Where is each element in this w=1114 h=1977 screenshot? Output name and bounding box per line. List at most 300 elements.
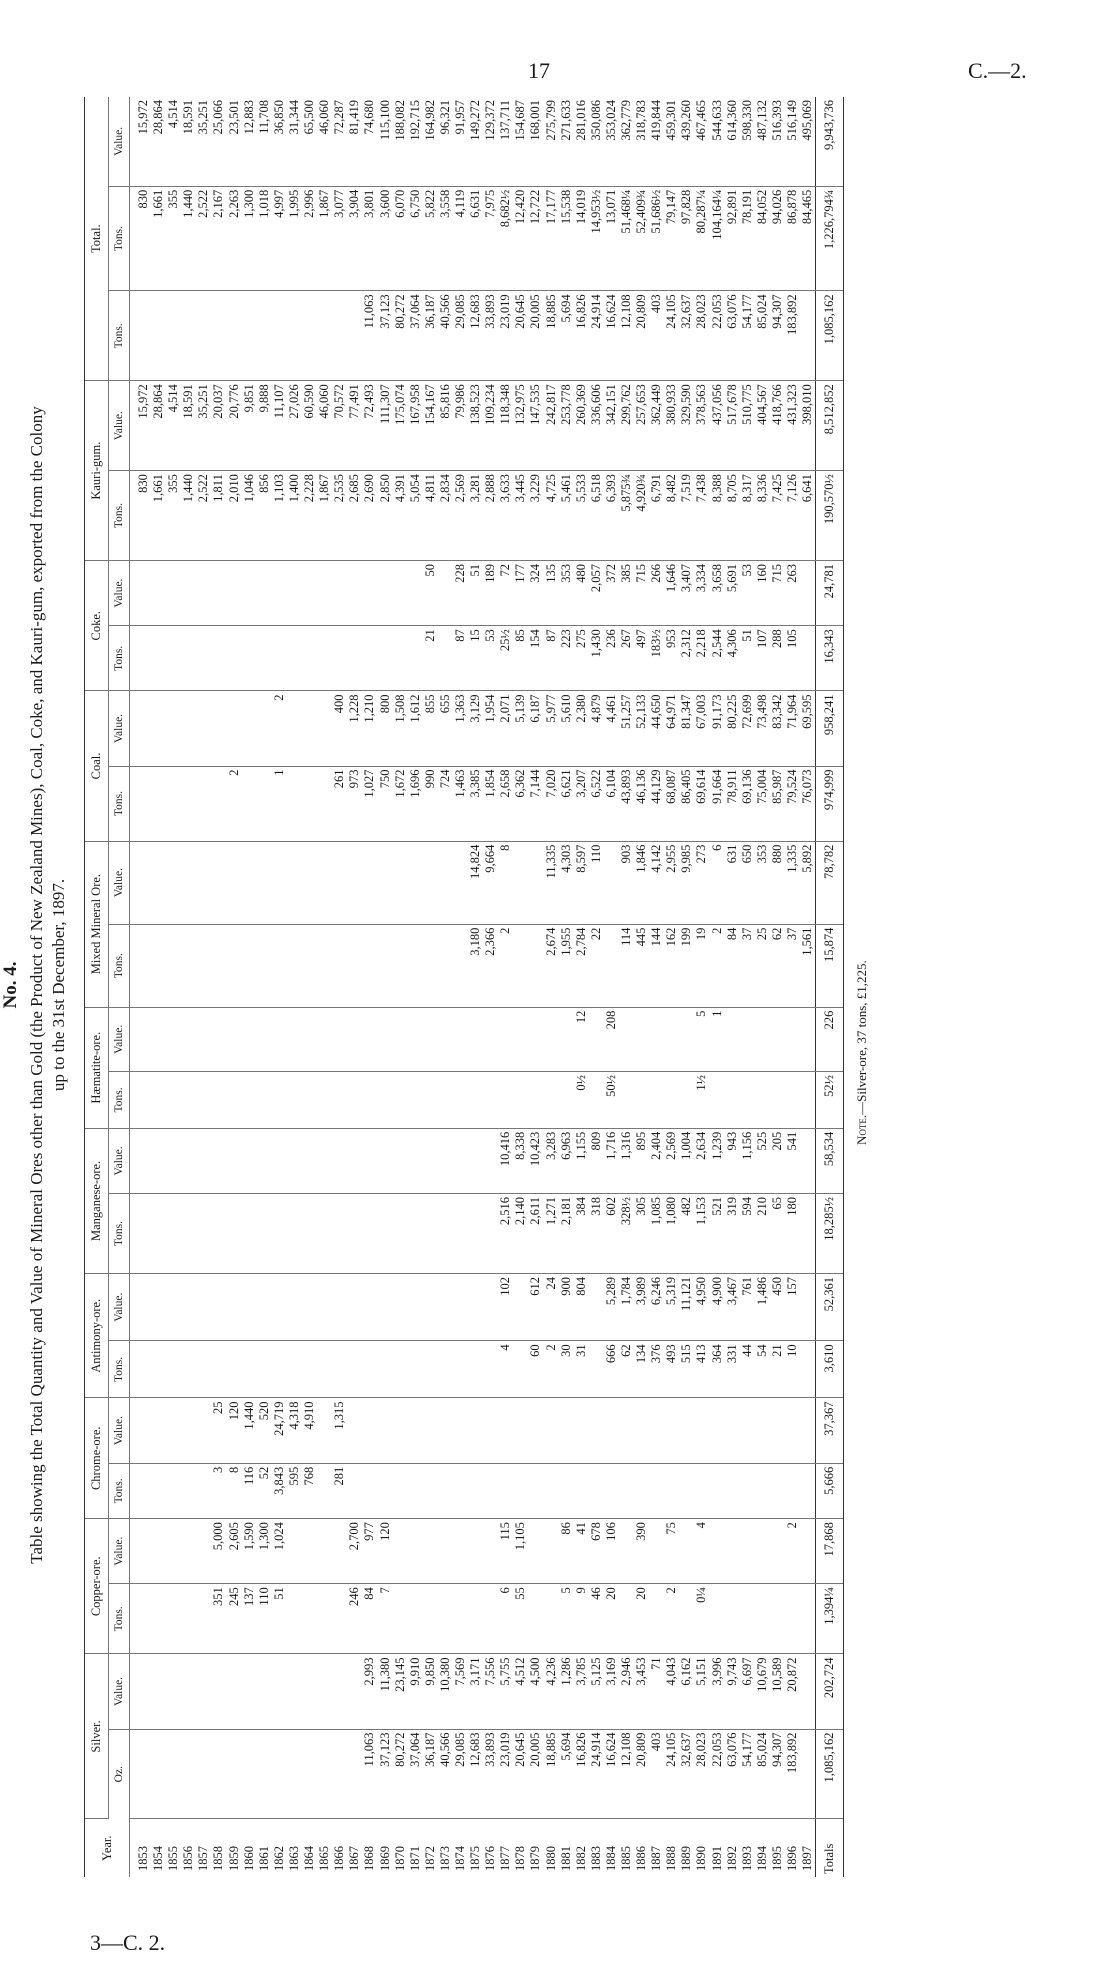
- value-cell: [227, 1274, 242, 1341]
- group-header: Mixed Mineral Ore.: [85, 841, 109, 1007]
- value-cell: [302, 691, 317, 766]
- value-cell: [423, 924, 438, 1007]
- value-cell: [408, 1341, 423, 1398]
- value-cell: 16,826: [574, 1729, 589, 1819]
- value-cell: 8,705: [725, 471, 740, 561]
- value-cell: 205: [770, 1128, 785, 1193]
- value-cell: [272, 561, 287, 626]
- value-cell: [242, 1007, 257, 1071]
- group-header: Silver.: [85, 1654, 109, 1819]
- value-cell: [332, 1194, 347, 1274]
- value-cell: 3,407: [679, 561, 694, 626]
- value-cell: 55: [513, 1584, 528, 1654]
- oz-header: Oz.: [109, 1729, 130, 1819]
- value-cell: [679, 1398, 694, 1463]
- value-cell: 154: [528, 626, 543, 691]
- value-cell: [151, 1274, 166, 1341]
- value-cell: [755, 1584, 770, 1654]
- value-cell: [679, 1463, 694, 1518]
- value-cell: [438, 1463, 453, 1518]
- value-cell: [378, 1194, 393, 1274]
- table-row: [664, 97, 679, 1877]
- total-cell: 18,285½: [816, 1194, 844, 1274]
- value-cell: 72: [498, 561, 513, 626]
- value-cell: [196, 841, 211, 924]
- value-cell: [181, 1584, 196, 1654]
- value-cell: 106: [604, 1519, 619, 1584]
- value-cell: 144: [649, 924, 664, 1007]
- value-cell: [528, 1007, 543, 1071]
- value-cell: [166, 291, 181, 381]
- value-cell: [227, 841, 242, 924]
- value-cell: 147,535: [528, 381, 543, 471]
- tons-header: Tons.: [109, 1194, 130, 1274]
- value-cell: 1,590: [242, 1519, 257, 1584]
- value-cell: 2,366: [483, 924, 498, 1007]
- value-cell: 1,004: [679, 1128, 694, 1193]
- value-cell: [800, 1194, 816, 1274]
- rotated-table-region: [0, 65, 1100, 1905]
- value-cell: [725, 1463, 740, 1518]
- value-cell: 364: [710, 1341, 725, 1398]
- value-cell: [589, 1007, 604, 1071]
- value-cell: 32,637: [679, 291, 694, 381]
- value-cell: 3,207: [574, 766, 589, 841]
- value-cell: [227, 626, 242, 691]
- value-cell: 482: [679, 1194, 694, 1274]
- value-cell: 525: [755, 1128, 770, 1193]
- value-cell: 655: [438, 691, 453, 766]
- value-cell: [272, 291, 287, 381]
- value-cell: 4,306: [725, 626, 740, 691]
- value-cell: [513, 1274, 528, 1341]
- value-cell: 51: [740, 626, 755, 691]
- value-cell: 14,019: [574, 186, 589, 291]
- value-cell: 2,674: [544, 924, 559, 1007]
- value-cell: [589, 1398, 604, 1463]
- value-cell: 91,664: [710, 766, 725, 841]
- tons-header: Tons.: [109, 1341, 130, 1398]
- value-cell: 3,558: [438, 186, 453, 291]
- value-cell: 25½: [498, 626, 513, 691]
- value-cell: 594: [740, 1194, 755, 1274]
- value-cell: [393, 924, 408, 1007]
- value-cell: [257, 1128, 272, 1193]
- table-row: [453, 97, 468, 1877]
- value-cell: [227, 561, 242, 626]
- value-cell: [453, 1194, 468, 1274]
- value-cell: [272, 1128, 287, 1193]
- value-cell: 1,846: [634, 841, 649, 924]
- value-cell: [393, 1519, 408, 1584]
- value-cell: [664, 1072, 679, 1129]
- value-cell: 1,508: [393, 691, 408, 766]
- value-cell: [130, 1519, 152, 1584]
- total-cell: 9,943,736: [816, 97, 844, 186]
- value-cell: 22,053: [710, 291, 725, 381]
- value-cell: [166, 924, 181, 1007]
- value-cell: 65: [770, 1194, 785, 1274]
- value-cell: [679, 1584, 694, 1654]
- value-cell: 260,369: [574, 381, 589, 471]
- value-cell: 5,875¾: [619, 471, 634, 561]
- value-cell: 78,911: [725, 766, 740, 841]
- value-cell: 2: [227, 766, 242, 841]
- value-cell: 650: [740, 841, 755, 924]
- value-cell: 3,658: [710, 561, 725, 626]
- value-cell: 41: [574, 1519, 589, 1584]
- value-cell: [317, 1398, 332, 1463]
- value-cell: [438, 561, 453, 626]
- value-cell: 245: [227, 1584, 242, 1654]
- value-cell: 6,070: [393, 186, 408, 291]
- value-cell: [710, 1519, 725, 1584]
- value-cell: [694, 1463, 709, 1518]
- value-cell: 228: [453, 561, 468, 626]
- value-cell: 2,955: [664, 841, 679, 924]
- table-row: [589, 97, 604, 1877]
- table-row: [604, 97, 619, 1877]
- value-cell: [196, 1584, 211, 1654]
- value-cell: [151, 1463, 166, 1518]
- value-cell: [227, 924, 242, 1007]
- value-cell: [317, 1128, 332, 1193]
- value-cell: 15,972: [130, 381, 152, 471]
- value-cell: 9: [574, 1584, 589, 1654]
- value-cell: [362, 1128, 377, 1193]
- value-cell: 51: [468, 561, 483, 626]
- value-cell: [619, 1007, 634, 1071]
- value-cell: 1,561: [800, 924, 816, 1007]
- value-cell: 10,423: [528, 1128, 543, 1193]
- value-cell: [453, 1584, 468, 1654]
- value-cell: [740, 1519, 755, 1584]
- value-cell: [257, 1274, 272, 1341]
- value-cell: 102: [498, 1274, 513, 1341]
- value-cell: [242, 1128, 257, 1193]
- value-cell: 84,465: [800, 186, 816, 291]
- value-cell: [453, 924, 468, 1007]
- value-cell: 419,844: [649, 97, 664, 186]
- year-cell: 1868: [362, 1846, 377, 1871]
- value-cell: [130, 1729, 152, 1819]
- value-cell: 67,003: [694, 691, 709, 766]
- value-cell: [242, 1274, 257, 1341]
- value-cell: [130, 924, 152, 1007]
- value-cell: 1,646: [664, 561, 679, 626]
- value-cell: [393, 1128, 408, 1193]
- value-cell: [130, 1007, 152, 1071]
- totals-row: [816, 97, 844, 1877]
- value-cell: [332, 1072, 347, 1129]
- value-cell: 20,005: [528, 291, 543, 381]
- value-cell: 612: [528, 1274, 543, 1341]
- value-cell: 160: [755, 561, 770, 626]
- value-cell: 6: [710, 841, 725, 924]
- value-cell: 51: [272, 1584, 287, 1654]
- value-cell: [393, 1007, 408, 1071]
- value-cell: 263: [785, 561, 800, 626]
- total-cell: 202,724: [816, 1654, 844, 1729]
- value-cell: [423, 1519, 438, 1584]
- value-cell: 2,380: [574, 691, 589, 766]
- value-cell: 1,661: [151, 471, 166, 561]
- table-row: [317, 97, 332, 1877]
- value-cell: 132,975: [513, 381, 528, 471]
- value-cell: [362, 841, 377, 924]
- value-cell: 24,914: [589, 1729, 604, 1819]
- value-cell: [710, 1072, 725, 1129]
- value-cell: 342,151: [604, 381, 619, 471]
- value-cell: [302, 1072, 317, 1129]
- value-cell: 114: [619, 924, 634, 1007]
- value-cell: [130, 691, 152, 766]
- value-cell: 22,053: [710, 1729, 725, 1819]
- value-cell: [362, 1007, 377, 1071]
- value-cell: 94,026: [770, 186, 785, 291]
- table-row: [619, 97, 634, 1877]
- value-cell: 9,910: [408, 1654, 423, 1729]
- tons-header: Tons.: [109, 924, 130, 1007]
- value-cell: 11,063: [362, 291, 377, 381]
- value-cell: [242, 561, 257, 626]
- value-cell: 2,569: [453, 471, 468, 561]
- value-cell: 3,281: [468, 471, 483, 561]
- value-cell: 275,799: [544, 97, 559, 186]
- value-cell: 199: [679, 924, 694, 1007]
- value-cell: [393, 1584, 408, 1654]
- value-cell: 8,317: [740, 471, 755, 561]
- sub-header-row: [109, 97, 130, 1877]
- value-cell: [287, 924, 302, 1007]
- value-cell: 2,993: [362, 1654, 377, 1729]
- total-cell: 15,874: [816, 924, 844, 1007]
- value-cell: 2,690: [362, 471, 377, 561]
- value-cell: 84: [725, 924, 740, 1007]
- value-cell: [151, 691, 166, 766]
- value-cell: [362, 1072, 377, 1129]
- value-cell: 809: [589, 1128, 604, 1193]
- value-cell: 355: [166, 471, 181, 561]
- table-row: [528, 97, 543, 1877]
- value-cell: [272, 1341, 287, 1398]
- value-cell: 1,153: [694, 1194, 709, 1274]
- value-cell: 63,076: [725, 291, 740, 381]
- value-cell: [362, 924, 377, 1007]
- value-cell: 380,933: [664, 381, 679, 471]
- value-cell: 318: [589, 1194, 604, 1274]
- value-cell: [196, 1654, 211, 1729]
- value-cell: 400: [332, 691, 347, 766]
- value-cell: 281,016: [574, 97, 589, 186]
- total-cell: 16,343: [816, 626, 844, 691]
- value-cell: 413: [694, 1341, 709, 1398]
- value-cell: [151, 1007, 166, 1071]
- value-cell: 33,893: [483, 291, 498, 381]
- value-cell: [181, 1341, 196, 1398]
- value-cell: [166, 1341, 181, 1398]
- value-cell: [423, 1128, 438, 1193]
- year-cell: 1858: [211, 1846, 226, 1871]
- year-cell: 1887: [649, 1846, 664, 1871]
- value-cell: [302, 1341, 317, 1398]
- value-cell: 1,316: [619, 1128, 634, 1193]
- value-cell: [483, 1584, 498, 1654]
- value-header: Value.: [109, 381, 130, 471]
- value-cell: [393, 841, 408, 924]
- value-cell: 1,811: [211, 471, 226, 561]
- value-cell: [378, 1072, 393, 1129]
- value-cell: 208: [604, 1007, 619, 1071]
- value-cell: 598,330: [740, 97, 755, 186]
- value-cell: [378, 1398, 393, 1463]
- value-cell: 20,776: [227, 381, 242, 471]
- value-cell: 2: [272, 691, 287, 766]
- value-cell: 1½: [694, 1072, 709, 1129]
- value-cell: 76,073: [800, 766, 816, 841]
- value-cell: [544, 1584, 559, 1654]
- value-cell: 72,699: [740, 691, 755, 766]
- year-cell: 1880: [543, 1846, 558, 1871]
- value-cell: [302, 841, 317, 924]
- table-title: [26, 65, 70, 1905]
- total-cell: 1,085,162: [816, 291, 844, 381]
- value-cell: 53: [483, 626, 498, 691]
- value-cell: 68,087: [664, 766, 679, 841]
- value-cell: 715: [770, 561, 785, 626]
- value-cell: [438, 1398, 453, 1463]
- value-cell: 36,187: [423, 1729, 438, 1819]
- value-cell: 20,645: [513, 291, 528, 381]
- value-cell: 18,885: [544, 291, 559, 381]
- value-cell: 1,228: [347, 691, 362, 766]
- value-cell: [393, 1194, 408, 1274]
- value-cell: [755, 1398, 770, 1463]
- value-cell: 80,272: [393, 1729, 408, 1819]
- value-cell: [166, 1463, 181, 1518]
- value-cell: [166, 1128, 181, 1193]
- value-cell: 480: [574, 561, 589, 626]
- value-cell: 318,783: [634, 97, 649, 186]
- value-cell: [347, 1341, 362, 1398]
- year-cell: 1897: [800, 1846, 815, 1871]
- year-cell: 1854: [151, 1846, 166, 1871]
- value-cell: 8: [498, 841, 513, 924]
- value-cell: 60: [528, 1341, 543, 1398]
- value-cell: 517,678: [725, 381, 740, 471]
- table-row: [649, 97, 664, 1877]
- value-cell: 520: [257, 1398, 272, 1463]
- value-cell: 2,516: [498, 1194, 513, 1274]
- value-cell: 167,958: [408, 381, 423, 471]
- value-cell: [347, 841, 362, 924]
- year-cell: 1853: [136, 1846, 150, 1871]
- value-cell: [211, 1072, 226, 1129]
- value-cell: [468, 1072, 483, 1129]
- value-cell: [257, 766, 272, 841]
- value-cell: [513, 924, 528, 1007]
- value-cell: 3,171: [468, 1654, 483, 1729]
- value-cell: 5,289: [604, 1274, 619, 1341]
- table-row: [287, 97, 302, 1877]
- value-cell: 19: [694, 924, 709, 1007]
- value-cell: [287, 1072, 302, 1129]
- value-cell: 86: [559, 1519, 574, 1584]
- table-row: [302, 97, 317, 1877]
- value-cell: [453, 841, 468, 924]
- value-cell: [181, 291, 196, 381]
- value-cell: 903: [619, 841, 634, 924]
- value-cell: [378, 1128, 393, 1193]
- value-cell: [181, 924, 196, 1007]
- table-title-sub: up to the 31st December, 1897.: [49, 878, 68, 1092]
- value-cell: [166, 691, 181, 766]
- value-cell: [393, 1072, 408, 1129]
- value-cell: 3,600: [378, 186, 393, 291]
- value-cell: 71: [649, 1654, 664, 1729]
- value-cell: 69,136: [740, 766, 755, 841]
- year-cell: 1878: [513, 1846, 528, 1871]
- value-cell: 4: [498, 1341, 513, 1398]
- value-cell: 4,512: [513, 1654, 528, 1729]
- value-cell: [393, 1274, 408, 1341]
- value-cell: 12: [574, 1007, 589, 1071]
- value-cell: 4,920¾: [634, 471, 649, 561]
- year-cell: 1875: [468, 1846, 483, 1871]
- value-cell: 4,879: [589, 691, 604, 766]
- value-cell: [287, 1584, 302, 1654]
- year-cell: 1867: [347, 1846, 362, 1871]
- value-cell: [694, 1398, 709, 1463]
- value-cell: [408, 561, 423, 626]
- value-cell: [302, 1007, 317, 1071]
- value-cell: 467,465: [694, 97, 709, 186]
- value-cell: 3,453: [634, 1654, 649, 1729]
- year-cell: 1883: [588, 1846, 603, 1871]
- value-cell: [438, 1341, 453, 1398]
- year-header: Year.: [85, 1819, 130, 1877]
- value-cell: [196, 1274, 211, 1341]
- value-cell: 74,680: [362, 97, 377, 186]
- value-cell: [544, 1463, 559, 1518]
- value-cell: 79,524: [785, 766, 800, 841]
- value-cell: 3,445: [513, 471, 528, 561]
- value-cell: [151, 561, 166, 626]
- value-cell: 51,686½: [649, 186, 664, 291]
- value-cell: 715: [634, 561, 649, 626]
- value-cell: 5,610: [559, 691, 574, 766]
- value-cell: 12,883: [242, 97, 257, 186]
- value-cell: [800, 561, 816, 626]
- total-cell: 1,085,162: [816, 1729, 844, 1819]
- value-cell: 305: [634, 1194, 649, 1274]
- value-cell: 246: [347, 1584, 362, 1654]
- value-cell: 120: [378, 1519, 393, 1584]
- year-cell: 1856: [181, 1846, 196, 1871]
- value-cell: 1,286: [559, 1654, 574, 1729]
- value-cell: 351: [211, 1584, 226, 1654]
- value-cell: [317, 1072, 332, 1129]
- value-cell: [317, 766, 332, 841]
- value-cell: 3,801: [362, 186, 377, 291]
- value-cell: [257, 841, 272, 924]
- value-cell: 275: [574, 626, 589, 691]
- value-cell: [800, 1274, 816, 1341]
- value-cell: 6,162: [679, 1654, 694, 1729]
- value-cell: 1,271: [544, 1194, 559, 1274]
- value-cell: [181, 1072, 196, 1129]
- value-cell: [151, 1341, 166, 1398]
